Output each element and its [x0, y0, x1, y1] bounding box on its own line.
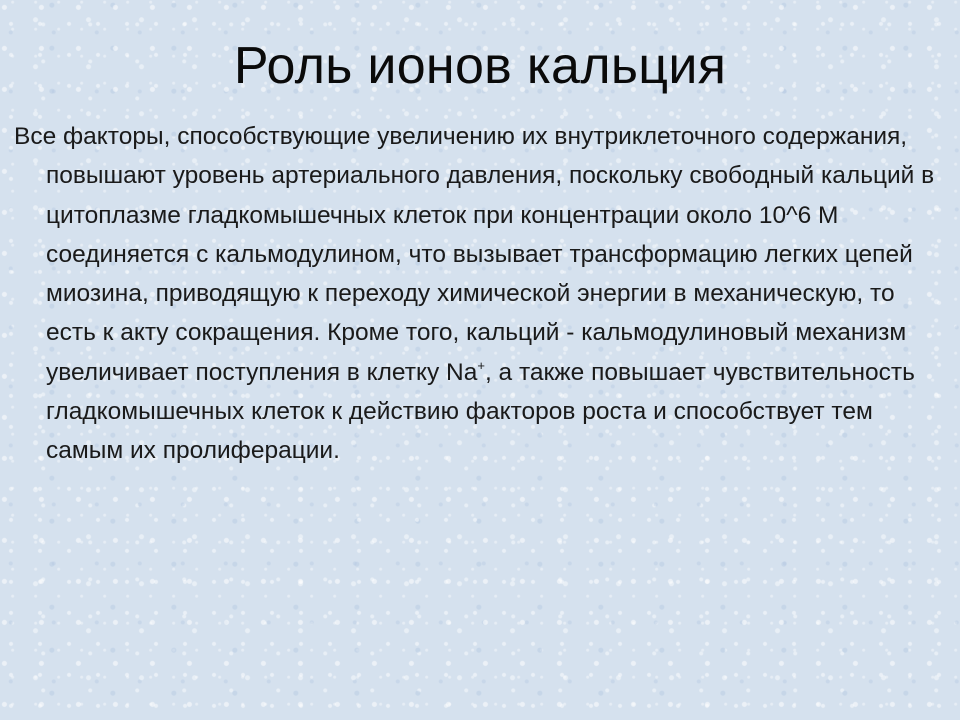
- ion-charge: +: [477, 357, 485, 373]
- body-text-main: Все факторы, способствующие увеличению их внутриклеточного содержания, повышают уровень артериального давления, поскольку свободный кальций в цитоплазме гладкомышечных клеток при концентрации около 10^6 М соединяется с кальмодулином, что вызывает трансформацию легких цепей миозина, приводящую к переходу химической энергии в механическую, то есть к акту сокращения. Кроме того, кальций - кальмодулиновый механизм увеличивает поступления в клетку: [14, 123, 935, 386]
- ion-symbol: Na: [446, 358, 478, 386]
- slide-body-paragraph: [14, 117, 944, 471]
- sodium-ion: [446, 359, 485, 386]
- slide-title: Роль ионов кальция: [233, 37, 727, 95]
- body-text-end: , а также повышает чувствительность гладкомышечных клеток к действию факторов роста и способствует тем самым их пролиферации.: [46, 358, 915, 465]
